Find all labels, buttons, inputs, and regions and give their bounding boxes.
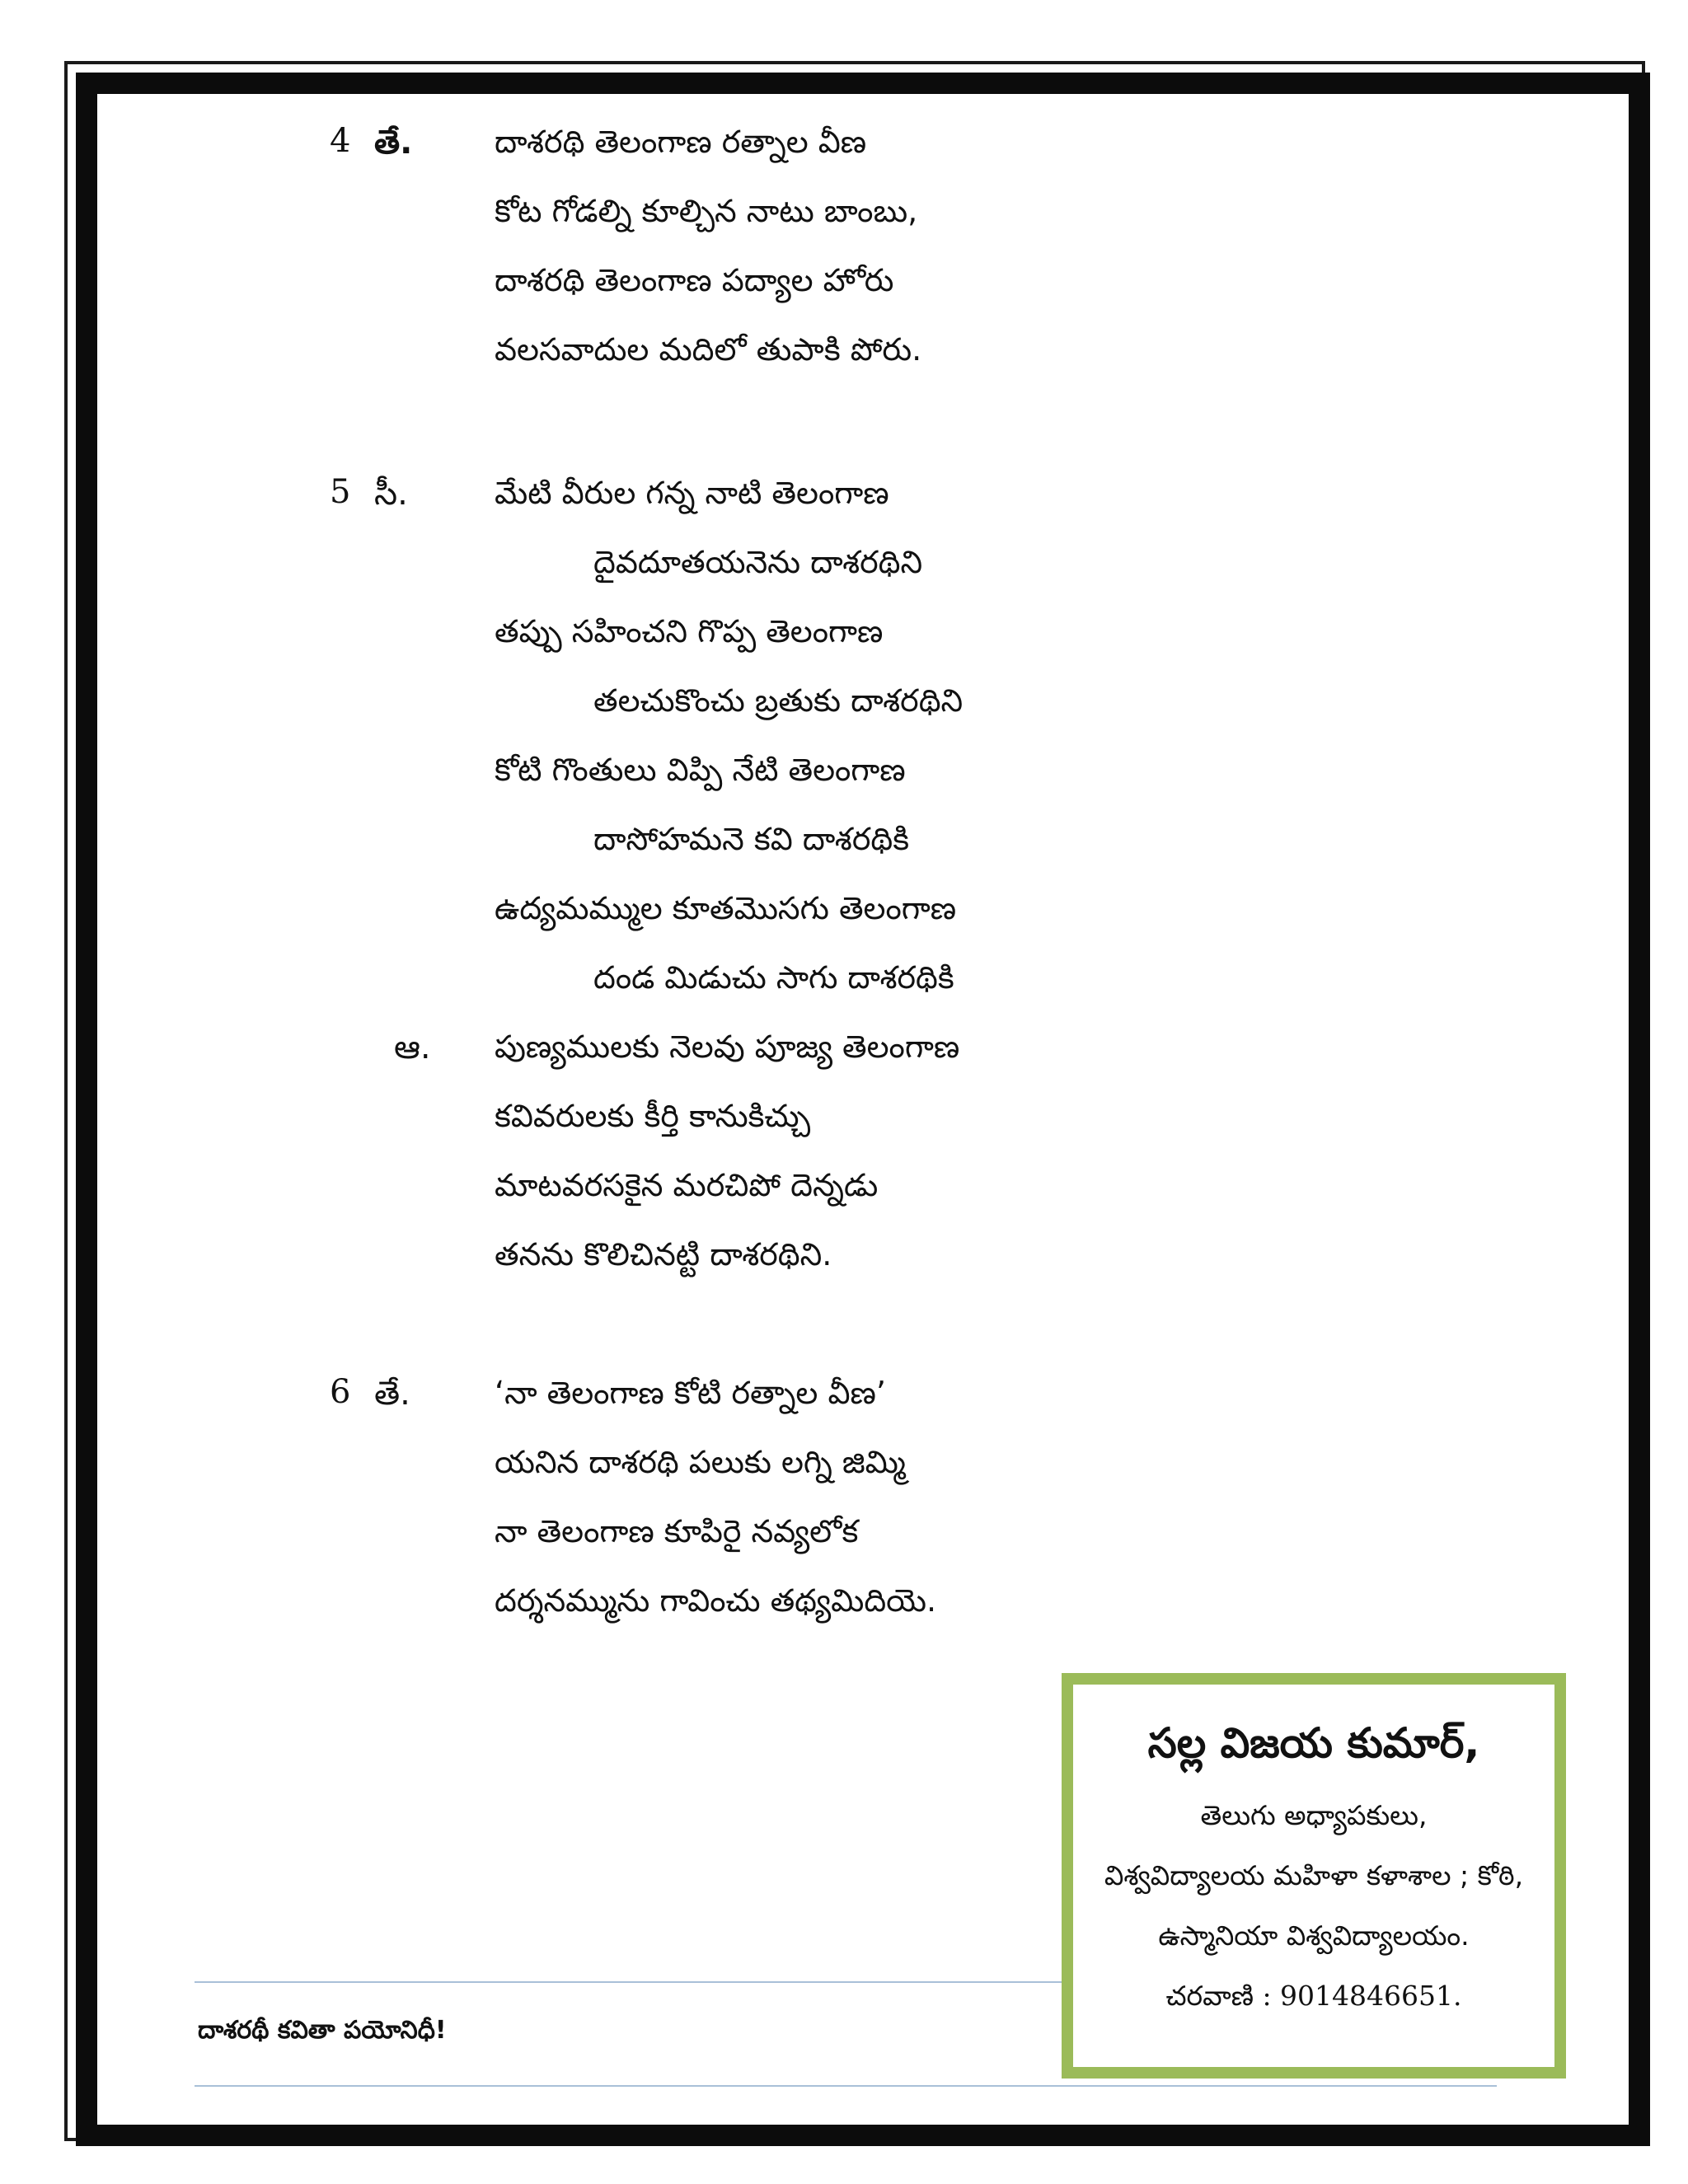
sub-meter-label: ఆ. xyxy=(394,1029,431,1066)
author-university: ఉస్మానియా విశ్వవిద్యాలయం. xyxy=(1158,1919,1470,1952)
verse-line: ఉద్యమమ్ముల కూతమొసగు తెలంగాణ xyxy=(495,890,957,926)
verse-line: మాటవరసకైన మరచిపో దెన్నడు xyxy=(495,1167,879,1203)
stanza-number: 5 xyxy=(330,473,351,511)
author-institution: విశ్వవిద్యాలయ మహిళా కళాశాల ; కోఠి, xyxy=(1104,1859,1524,1891)
verse-line: తనను కొలిచినట్టి దాశరథిని. xyxy=(495,1236,832,1272)
verse-line: ‘నా తెలంగాణ కోటి రత్నాల వీణ’ xyxy=(495,1375,886,1411)
verse-line-indented: దైవదూతయనెను దాశరథిని xyxy=(593,544,923,580)
meter-label: తే. xyxy=(374,124,413,162)
verse-line: కవివరులకు కీర్తి కానుకిచ్చు xyxy=(495,1098,811,1134)
verse-line-indented: దాసోహమనె కవి దాశరథికి xyxy=(593,821,910,857)
meter-label: తే. xyxy=(374,1375,410,1413)
stanza-number: 4 xyxy=(330,122,351,160)
verse-line: దాశరథి తెలంగాణ రత్నాల వీణ xyxy=(495,124,867,160)
meter-label: సీ. xyxy=(374,475,408,513)
verse-line: మేటి వీరుల గన్న నాటి తెలంగాణ xyxy=(495,475,889,511)
verse-line: యనిన దాశరథి పలుకు లగ్ని జిమ్మి xyxy=(495,1444,906,1480)
verse-line: పుణ్యములకు నెలవు పూజ్య తెలంగాణ xyxy=(495,1029,960,1065)
verse-line: దర్శనమ్మును గావించు తథ్యమిదియె. xyxy=(495,1582,937,1619)
author-designation: తెలుగు అధ్యాపకులు, xyxy=(1200,1799,1428,1831)
author-phone: చరవాణి : 9014846651. xyxy=(1165,1980,1462,2012)
verse-line: కోట గోడల్ని కూల్చిన నాటు బాంబు, xyxy=(495,193,918,229)
verse-line: నా తెలంగాణ కూపిరై నవ్యలోక xyxy=(495,1513,859,1549)
author-signature-box xyxy=(1062,1673,1566,2079)
verse-line-indented: తలచుకొంచు బ్రతుకు దాశరథిని xyxy=(593,682,964,719)
verse-line: వలసవాదుల మదిలో తుపాకి పోరు. xyxy=(495,331,922,368)
verse-line: తప్పు సహించని గొప్ప తెలంగాణ xyxy=(495,613,884,649)
verse-line: కోటి గొంతులు విప్పి నేటి తెలంగాణ xyxy=(495,752,906,788)
stanza-number: 6 xyxy=(330,1373,351,1411)
verse-line: దాశరథి తెలంగాణ పద్యాల హోరు xyxy=(495,262,894,298)
footer-rule-bottom xyxy=(195,2085,1497,2087)
author-name: సల్ల విజయ కుమార్, xyxy=(1147,1719,1480,1767)
verse-line-indented: దండ మిడుచు సాగు దాశరథికి xyxy=(593,959,954,996)
footer-title: దాశరథీ కవితా పయోనిధీ! xyxy=(198,2016,447,2045)
